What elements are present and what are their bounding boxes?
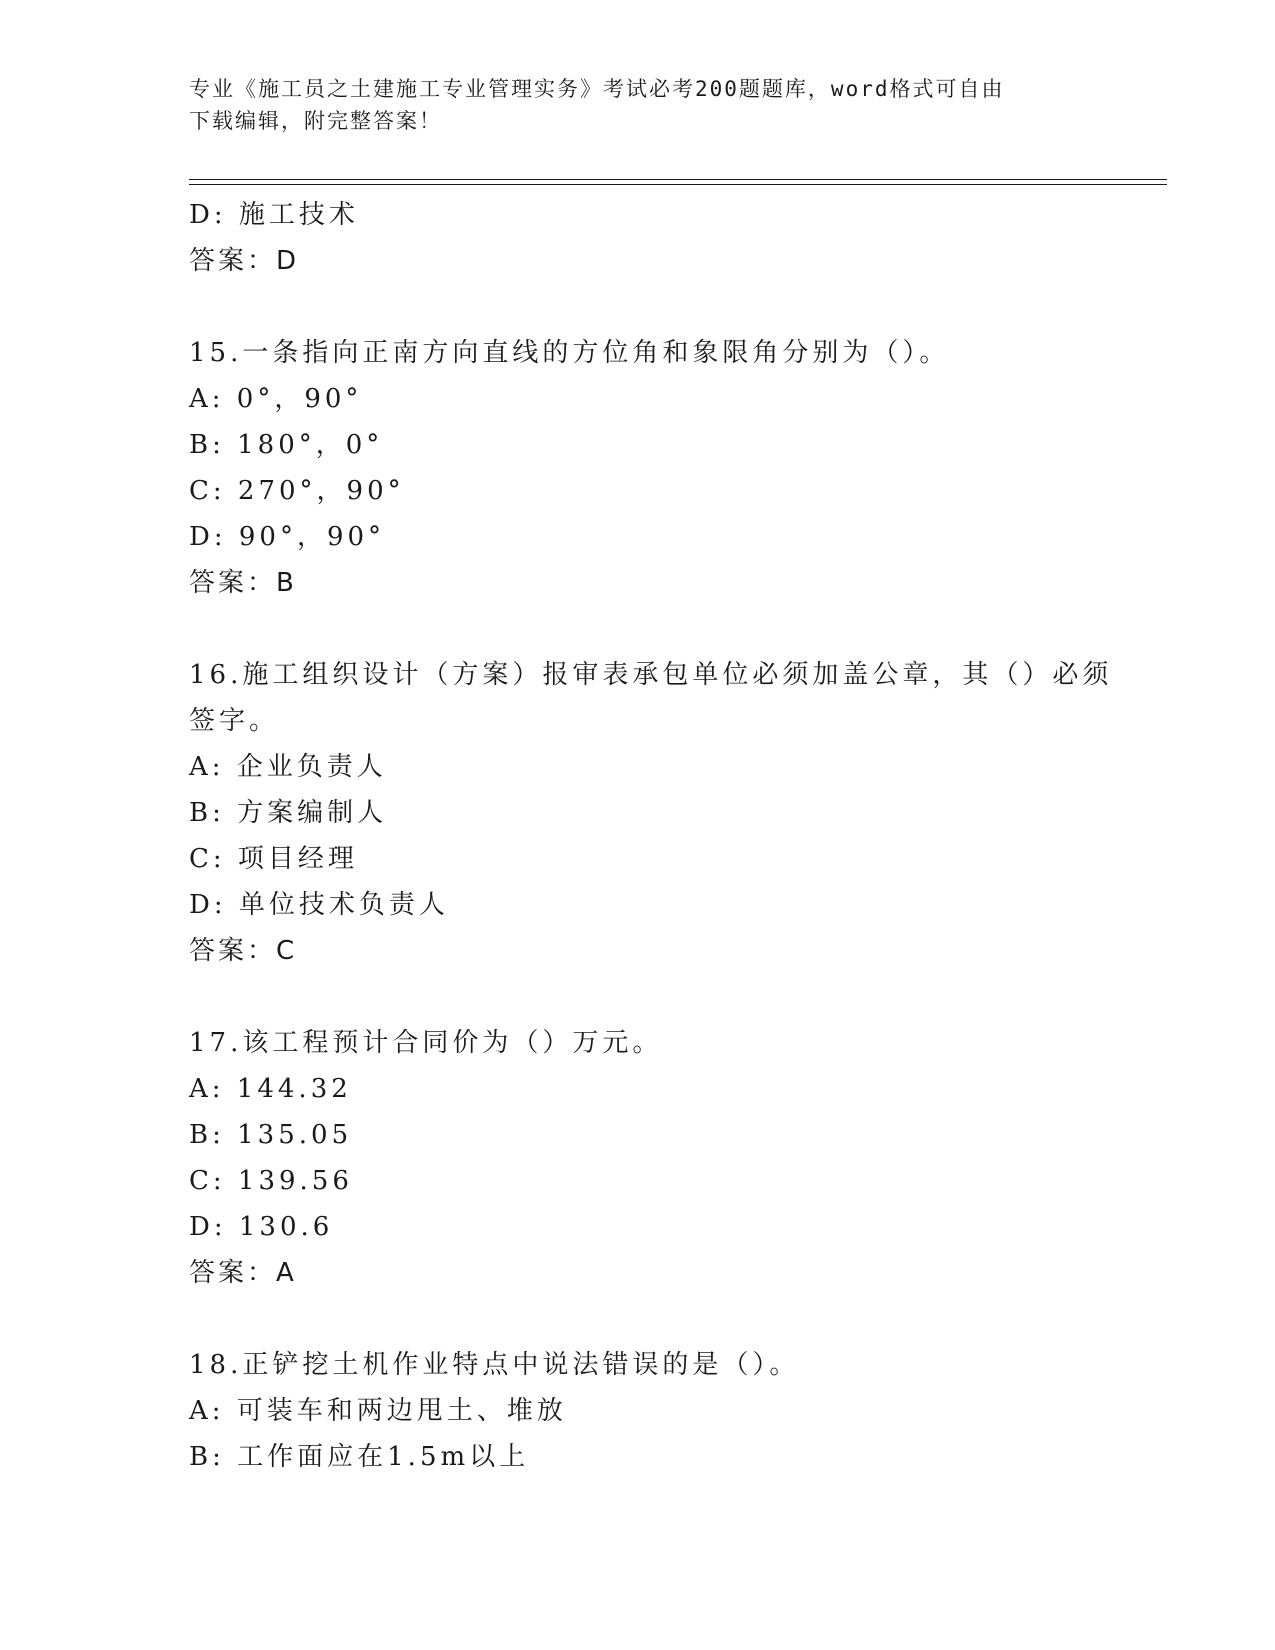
spacer (189, 1296, 1129, 1342)
question-text-line-1: 16.施工组织设计（方案）报审表承包单位必须加盖公章，其（）必须 (189, 660, 1113, 690)
question-block-16 (189, 652, 1129, 974)
answer: 答案：A (189, 1258, 297, 1288)
spacer (189, 284, 1129, 330)
question-text-line-2: 签字。 (189, 706, 280, 736)
option-a: A: 企业负责人 (189, 752, 387, 782)
header-line-1: 专业《施工员之土建施工专业管理实务》考试必考200题题库，word格式可自由 (189, 77, 1005, 101)
option-a: A: 0°，90° (189, 384, 363, 414)
question-text: 18.正铲挖土机作业特点中说法错误的是（）。 (189, 1350, 800, 1380)
page-header (189, 73, 1089, 137)
question-block-17 (189, 1020, 1129, 1296)
option-b: B: 180°，0° (189, 430, 384, 460)
option-a: A: 144.32 (189, 1074, 352, 1104)
option-d: D: 90°，90° (189, 522, 386, 552)
option-c: C: 项目经理 (189, 844, 358, 874)
answer: 答案：C (189, 936, 298, 966)
option-c: C: 139.56 (189, 1166, 353, 1196)
question-block-18 (189, 1342, 1129, 1480)
option-a: A: 可装车和两边甩土、堆放 (189, 1396, 567, 1426)
question-list (189, 192, 1129, 1480)
answer: 答案：D (189, 246, 300, 276)
answer: 答案：B (189, 568, 297, 598)
option-c: C: 270°，90° (189, 476, 405, 506)
question-text: 17.该工程预计合同价为（）万元。 (189, 1028, 663, 1058)
spacer (189, 974, 1129, 1020)
option-b: B: 135.05 (189, 1120, 353, 1150)
question-block-15 (189, 330, 1129, 606)
option-b: B: 工作面应在1.5m以上 (189, 1442, 530, 1472)
question-block-carryover (189, 192, 1129, 284)
question-text: 15.一条指向正南方向直线的方位角和象限角分别为（）。 (189, 338, 950, 368)
header-divider (189, 184, 1167, 185)
header-line-2: 下载编辑，附完整答案！ (189, 109, 442, 133)
option-d: D: 130.6 (189, 1212, 334, 1242)
spacer (189, 606, 1129, 652)
option-d: D: 单位技术负责人 (189, 890, 449, 920)
option-b: B: 方案编制人 (189, 798, 388, 828)
option-d: D: 施工技术 (189, 200, 359, 230)
header-divider (189, 179, 1167, 180)
